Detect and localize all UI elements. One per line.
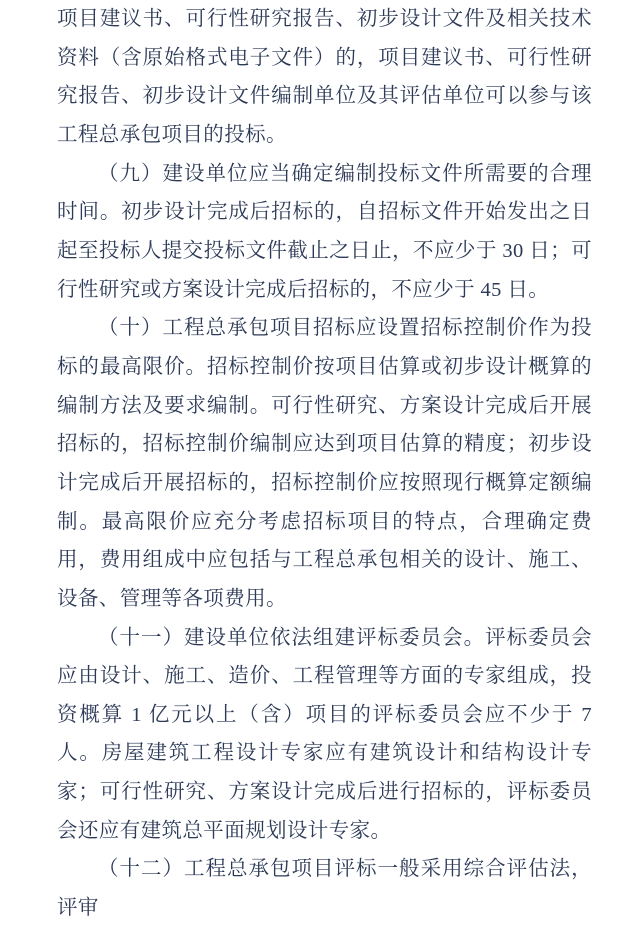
paragraph-item-11: （十一）建设单位依法组建评标委员会。评标委员会应由设计、施工、造价、工程管理等方面的专家组成，投资概算 1 亿元以上（含）项目的评标委员会应不少于 7 人。房屋建筑工程设计专家应有建筑设计和结构设计专家；可行性研究、方案设计完成后进行招标的，评标委员会还应有建筑总平面规划设计专家。 [57, 626, 592, 842]
paragraph-continuation: 项目建议书、可行性研究报告、初步设计文件及相关技术资料（含原始格式电子文件）的，项目建议书、可行性研究报告、初步设计文件编制单位及其评估单位可以参与该工程总承包项目的投标。 [57, 8, 592, 146]
paragraph-item-10: （十）工程总承包项目招标应设置招标控制价作为投标的最高限价。招标控制价按项目估算或初步设计概算的编制方法及要求编制。可行性研究、方案设计完成后开展招标的，招标控制价编制应达到项目估算的精度；初步设计完成后开展招标的，招标控制价应按照现行概算定额编制。最高限价应充分考虑招标项目的特点，合理确定费用，费用组成中应包括与工程总承包相关的设计、施工、设备、管理等各项费用。 [57, 317, 592, 610]
paragraph-item-12: （十二）工程总承包项目评标一般采用综合评估法，评审 [57, 858, 592, 920]
paragraph-item-9: （九）建设单位应当确定编制投标文件所需要的合理时间。初步设计完成后招标的，自招标文件开始发出之日起至投标人提交投标文件截止之日止，不应少于 30 日；可行性研究或方案设计完成后招标的，不应少于 45 日。 [57, 162, 592, 301]
